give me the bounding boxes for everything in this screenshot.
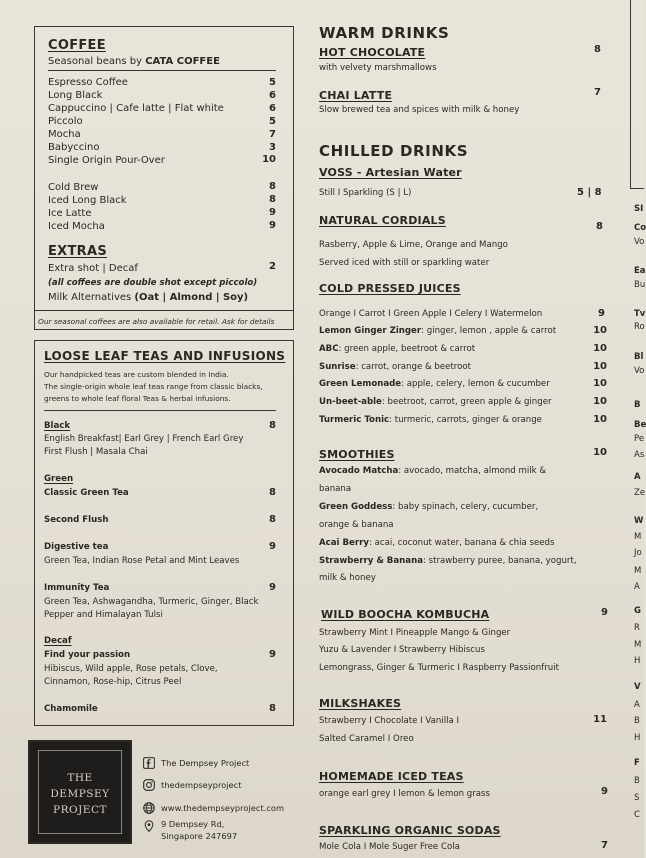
coffee-subtitle (48, 56, 220, 67)
smoothies-price: 10 (593, 447, 607, 458)
edge-fragment: SI (634, 204, 644, 214)
menu-item-name: Cappuccino | Cafe latte | Flat white (48, 103, 224, 114)
edge-fragment: Jo (634, 548, 642, 558)
juice-desc: : ginger, lemon , apple & carrot (421, 326, 557, 336)
menu-item-name: Piccolo (48, 116, 83, 127)
edge-fragment: H (634, 656, 641, 666)
smoothie-line: orange & banana (319, 520, 394, 530)
kombucha-line: Lemongrass, Ginger & Turmeric I Raspberry Passionfruit (319, 663, 560, 673)
tea-name: Digestive tea (44, 542, 109, 552)
menu-item-price: 5 (269, 116, 276, 127)
chai-latte-title: CHAI LATTE (319, 89, 393, 102)
tea-price: 8 (269, 487, 276, 498)
tea-price: 9 (269, 649, 276, 660)
juice-item: Orange I Carrot I Green Apple I Celery I Watermelon (319, 309, 543, 319)
tea-name: Classic Green Tea (44, 488, 129, 498)
menu-item-price: 9 (269, 207, 276, 218)
edge-fragment: Be (634, 420, 646, 430)
tea-price: 9 (269, 541, 276, 552)
menu-item-name: Mocha (48, 129, 81, 140)
extras-price: 2 (269, 261, 276, 272)
menu-item-name: Long Black (48, 90, 103, 101)
edge-fragment: A (634, 582, 640, 592)
menu-item-price: 6 (269, 90, 276, 101)
address-line: 9 Dempsey Rd, (161, 819, 225, 829)
menu-item-price: 8 (269, 194, 276, 205)
edge-fragment: Co (634, 223, 646, 233)
smoothie-line (319, 538, 554, 548)
juice-desc: : apple, celery, lemon & cucumber (401, 379, 550, 389)
smoothie-name: Acai Berry (319, 538, 369, 548)
smoothie-line: banana (319, 484, 352, 494)
logo-line: THE (67, 772, 93, 784)
extras-note: (all coffees are double shot except piccolo) (48, 278, 258, 288)
smoothie-line: milk & honey (319, 573, 376, 583)
tea-price: 9 (269, 582, 276, 593)
tea-name: Chamomile (44, 704, 98, 714)
smoothie-line (319, 556, 577, 566)
edge-fragment: Ea (634, 266, 646, 276)
menu-item-price: 8 (269, 181, 276, 192)
edge-fragment: V (634, 682, 641, 692)
milkshakes-price: 11 (593, 714, 607, 725)
facebook-icon[interactable] (143, 757, 155, 769)
tea-list: First Flush | Masala Chai (44, 447, 148, 457)
tea-price: 8 (269, 514, 276, 525)
menu-item-price: 10 (262, 154, 276, 165)
tea-price: 8 (269, 420, 276, 431)
juice-name: Lemon Ginger Zinger (319, 326, 422, 336)
tea-name: Immunity Tea (44, 583, 110, 593)
juice-price: 10 (593, 343, 607, 354)
edge-fragment: S (634, 793, 640, 803)
juice-item (319, 362, 471, 372)
iced-teas-title: HOMEMADE ICED TEAS (319, 770, 464, 783)
menu-item-name: Babyccino (48, 142, 100, 153)
juice-item (319, 326, 556, 336)
milk-prefix: Milk Alternatives (48, 292, 135, 303)
cordials-price: 8 (596, 221, 603, 232)
juice-desc: : green apple, beetroot & carrot (338, 344, 476, 354)
cordials-title: NATURAL CORDIALS (319, 214, 446, 227)
edge-fragment: B (634, 400, 641, 410)
milk-alternatives (48, 292, 248, 303)
tea-desc: Green Tea, Indian Rose Petal and Mint Leaves (44, 556, 240, 566)
juice-price: 10 (593, 361, 607, 372)
smoothie-desc: : avocado, matcha, almond milk & (398, 466, 547, 476)
coffee-brand: CATA COFFEE (145, 56, 220, 67)
juice-item (319, 397, 552, 407)
menu-item-name: Iced Long Black (48, 195, 127, 206)
juice-price: 10 (593, 378, 607, 389)
tea-desc: Green Tea, Ashwagandha, Turmeric, Ginger, Black (44, 597, 259, 607)
teas-intro-rule (44, 410, 276, 411)
iced-teas-line: orange earl grey I lemon & lemon grass (319, 789, 490, 799)
edge-fragment: F (634, 758, 640, 768)
edge-fragment: B (634, 716, 640, 726)
edge-fragment: A (634, 472, 641, 482)
sodas-line: Mole Cola I Mole Suger Free Cola (319, 842, 460, 852)
juice-name: Turmeric Tonic (319, 415, 390, 425)
logo-line: DEMPSEY (50, 788, 110, 800)
juice-item (319, 344, 475, 354)
edge-fragment: Vo (634, 366, 645, 376)
voss-price: 5 | 8 (577, 187, 602, 198)
retail-rule (34, 310, 294, 311)
juice-desc: : carrot, orange & beetroot (355, 362, 472, 372)
juice-item (319, 415, 542, 425)
menu-item-name: Espresso Coffee (48, 77, 128, 88)
juice-price: 9 (598, 308, 605, 319)
menu-item-price: 6 (269, 103, 276, 114)
edge-fragment: Pe (634, 434, 645, 444)
juice-item (319, 379, 550, 389)
edge-fragment: W (634, 516, 644, 526)
tea-desc: Pepper and Himalayan Tulsi (44, 610, 163, 620)
logo-line: PROJECT (53, 804, 107, 816)
edge-fragment: M (634, 640, 642, 650)
menu-item-name: Single Origin Pour-Over (48, 155, 165, 166)
kombucha-title: WILD BOOCHA KOMBUCHA (321, 608, 490, 621)
facebook-link[interactable]: The Dempsey Project (161, 758, 250, 768)
hot-chocolate-desc: with velvety marshmallows (319, 63, 437, 73)
address-line: Singapore 247697 (161, 831, 238, 841)
juices-title: COLD PRESSED JUICES (319, 282, 461, 295)
tea-price: 8 (269, 703, 276, 714)
location-pin-icon (143, 820, 155, 832)
globe-icon (143, 802, 155, 814)
edge-fragment: Ze (634, 488, 646, 498)
edge-fragment: M (634, 532, 642, 542)
menu-item-price: 7 (269, 129, 276, 140)
milkshake-line: Salted Caramel I Oreo (319, 734, 414, 744)
menu-item-price: 5 (269, 77, 276, 88)
smoothie-desc: : acai, coconut water, banana & chia seeds (368, 538, 555, 548)
tea-desc: Hibiscus, Wild apple, Rose petals, Clove, (44, 664, 218, 674)
edge-fragment: H (634, 733, 641, 743)
teas-title: LOOSE LEAF TEAS AND INFUSIONS (44, 349, 286, 363)
smoothie-line (319, 466, 546, 476)
smoothie-line (319, 502, 538, 512)
smoothie-name: Green Goddess (319, 502, 393, 512)
edge-fragment: Tv (634, 309, 646, 319)
tea-desc: Cinnamon, Rose-hip, Citrus Peel (44, 677, 182, 687)
menu-item-price: 9 (269, 220, 276, 231)
juice-name: Sunrise (319, 362, 356, 372)
instagram-icon[interactable] (143, 779, 155, 791)
instagram-link[interactable]: thedempseyproject (161, 780, 242, 790)
menu-item-name: Ice Latte (48, 208, 92, 219)
teas-intro: The single-origin whole leaf teas range from classic blacks, (44, 382, 263, 391)
dempsey-logo (28, 740, 132, 844)
edge-fragment: B (634, 776, 640, 786)
teas-intro: Our handpicked teas are custom blended in India. (44, 370, 229, 379)
warm-drinks-title: WARM DRINKS (319, 24, 450, 42)
hot-chocolate-price: 8 (594, 44, 601, 55)
edge-fragment: Bl (634, 352, 644, 362)
edge-fragment: A (634, 700, 640, 710)
teas-intro: greens to whole leaf floral Teas & herbal infusions. (44, 394, 231, 403)
smoothie-desc: : strawberry puree, banana, yogurt, (423, 556, 577, 566)
iced-teas-price: 9 (601, 786, 608, 797)
extras-title: EXTRAS (48, 244, 108, 259)
coffee-subtitle-rule (48, 70, 276, 71)
sodas-price: 7 (601, 840, 608, 851)
smoothie-name: Avocado Matcha (319, 466, 399, 476)
edge-fragment: Ro (634, 322, 645, 332)
kombucha-line: Yuzu & Lavender I Strawberry Hibiscus (319, 645, 485, 655)
tea-category-black: Black (44, 421, 71, 431)
tea-list: English Breakfast| Earl Grey | French Earl Grey (44, 434, 244, 444)
edge-fragment: As (634, 450, 645, 460)
kombucha-line: Strawberry Mint I Pineapple Mango & Ginger (319, 628, 511, 638)
edge-fragment: G (634, 606, 641, 616)
juice-name: Green Lemonade (319, 379, 402, 389)
coffee-title: COFFEE (48, 38, 106, 53)
voss-line: Still I Sparkling (S | L) (319, 188, 412, 198)
edge-fragment: C (634, 810, 640, 820)
retail-note: Our seasonal coffees are also available for retail. Ask for details (38, 317, 275, 326)
tea-category-decaf: Decaf (44, 636, 72, 646)
tea-name: Find your passion (44, 650, 131, 660)
menu-item-price: 3 (269, 142, 276, 153)
smoothie-name: Strawberry & Banana (319, 556, 423, 566)
edge-line (630, 188, 644, 189)
kombucha-price: 9 (601, 607, 608, 618)
chai-latte-price: 7 (594, 87, 601, 98)
cordials-line: Rasberry, Apple & Lime, Orange and Mango (319, 240, 508, 250)
extras-line: Extra shot | Decaf (48, 263, 138, 274)
juice-desc: : turmeric, carrots, ginger & orange (389, 415, 542, 425)
juice-desc: : beetroot, carrot, green apple & ginger (381, 397, 552, 407)
tea-category-green: Green (44, 474, 74, 484)
milkshake-line: Strawberry I Chocolate I Vanilla I (319, 716, 460, 726)
milk-options: (Oat | Almond | Soy) (134, 292, 249, 303)
edge-line (630, 0, 631, 188)
juice-name: Un-beet-able (319, 397, 382, 407)
cordials-line: Served iced with still or sparkling water (319, 258, 490, 268)
sodas-title: SPARKLING ORGANIC SODAS (319, 824, 501, 837)
juice-price: 10 (593, 414, 607, 425)
juice-price: 10 (593, 396, 607, 407)
milkshakes-title: MILKSHAKES (319, 697, 402, 710)
tea-name: Second Flush (44, 515, 109, 525)
website-link[interactable]: www.thedempseyproject.com (161, 803, 285, 813)
menu-item-name: Cold Brew (48, 182, 99, 193)
smoothies-title: SMOOTHIES (319, 448, 395, 461)
edge-fragment: R (634, 623, 640, 633)
hot-chocolate-title: HOT CHOCOLATE (319, 46, 426, 59)
voss-title: VOSS - Artesian Water (319, 166, 462, 179)
chilled-drinks-title: CHILLED DRINKS (319, 142, 469, 160)
coffee-subtitle-prefix: Seasonal beans by (48, 56, 146, 67)
juice-name: ABC (319, 344, 339, 354)
edge-fragment: Vo (634, 237, 645, 247)
edge-fragment: Bu (634, 280, 646, 290)
menu-item-name: Iced Mocha (48, 221, 105, 232)
smoothie-desc: : baby spinach, celery, cucumber, (392, 502, 539, 512)
edge-fragment: M (634, 566, 642, 576)
chai-latte-desc: Slow brewed tea and spices with milk & honey (319, 105, 520, 115)
juice-price: 10 (593, 325, 607, 336)
